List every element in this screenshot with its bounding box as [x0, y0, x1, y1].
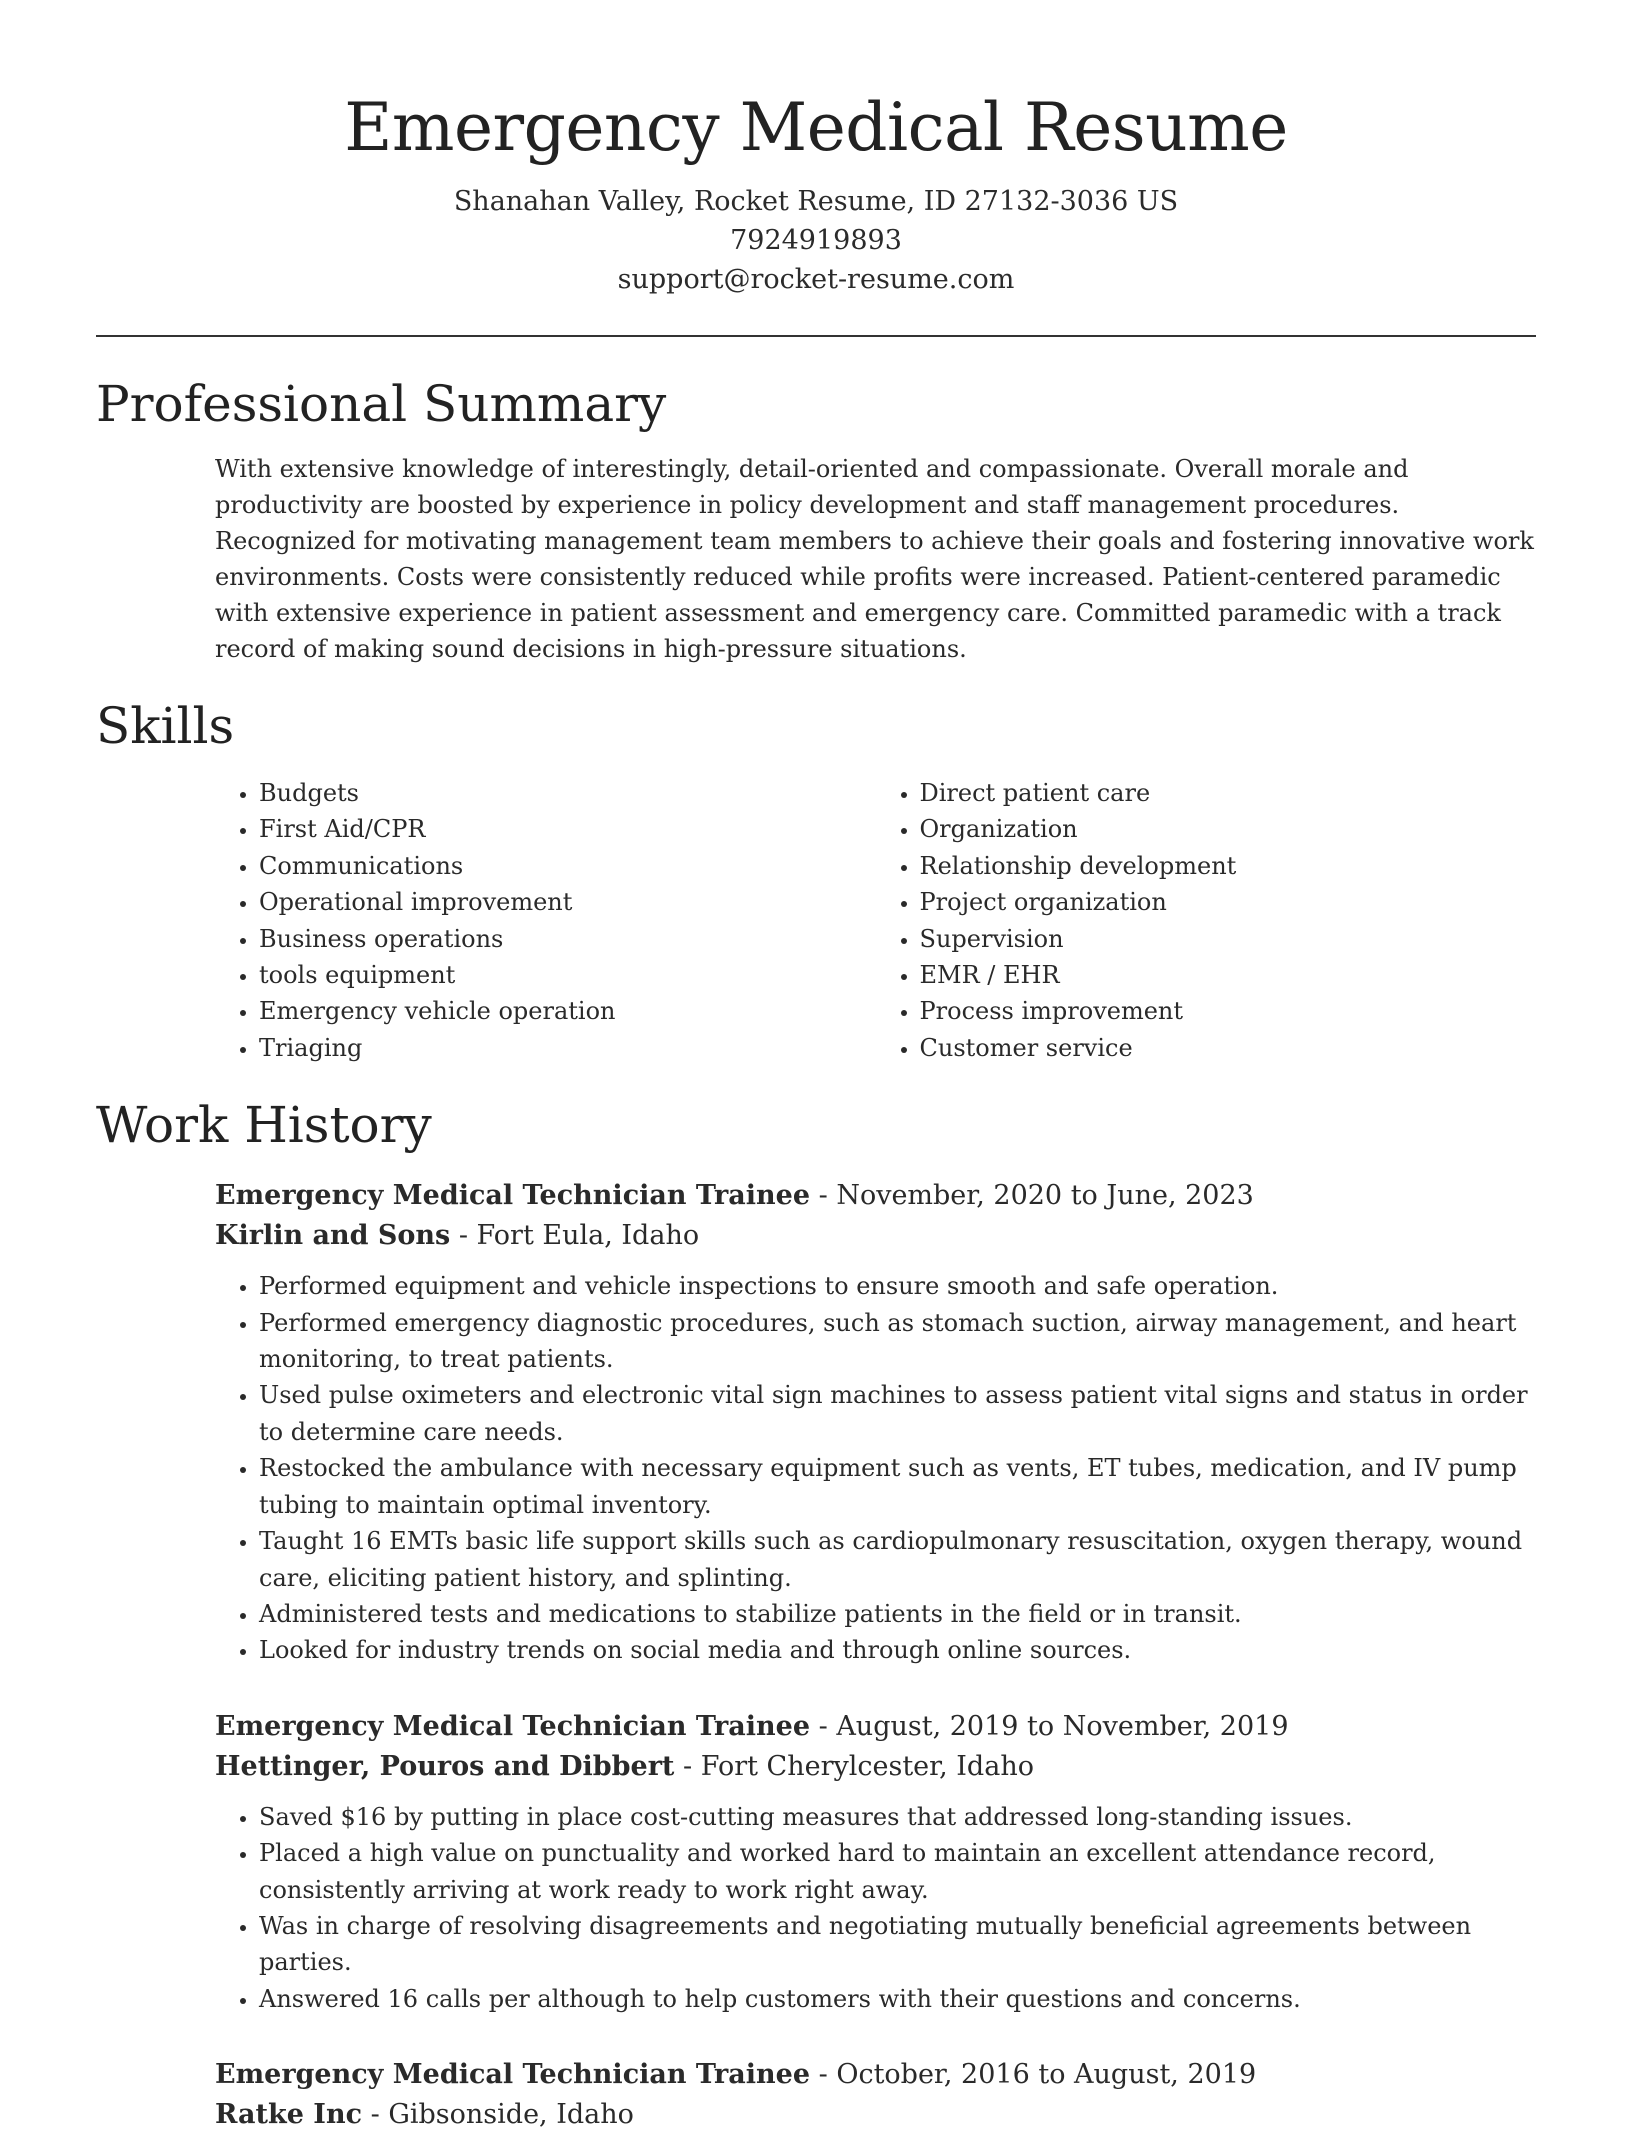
job-duty: • Restocked the ambulance with necessary equipment such as vents, ET tubes, medication, and IV pump tubing to maintain optimal inventory.	[259, 1450, 1536, 1523]
skill-item: • Business operations	[259, 921, 876, 957]
work-history-heading: Work History	[96, 1096, 432, 1155]
skills-section	[96, 693, 1536, 1066]
contact-phone: 7924919893	[730, 225, 902, 256]
skill-item: • Direct patient care	[920, 775, 1537, 811]
job-dates: November, 2020 to June, 2023	[836, 1180, 1254, 1212]
job-dates: October, 2016 to August, 2019	[836, 2059, 1257, 2091]
job-title-line: Emergency Medical Technician Trainee - August, 2019 to November, 2019	[215, 1710, 1289, 1742]
job-title-line: Emergency Medical Technician Trainee - October, 2016 to August, 2019	[215, 2059, 1257, 2091]
skills-list-left	[215, 775, 876, 1066]
skill-item: • Budgets	[259, 775, 876, 811]
job-duty: • Performed emergency diagnostic procedures, such as stomach suction, airway management, and heart monitoring, to treat patients.	[259, 1305, 1536, 1378]
skill-item: • Relationship development	[920, 848, 1537, 884]
skill-item: • Operational improvement	[259, 884, 876, 920]
job-title: Emergency Medical Technician Trainee	[215, 1710, 811, 1742]
contact-address: Shanahan Valley, Rocket Resume, ID 27132-3036 US	[453, 186, 1179, 217]
skill-item: • Process improvement	[920, 993, 1537, 1029]
job-duty: • Performed equipment and vehicle inspections to ensure smooth and safe operation.	[259, 1268, 1536, 1304]
skill-item: • Project organization	[920, 884, 1537, 920]
contact-block	[0, 182, 1632, 299]
job-company: Kirlin and Sons	[215, 1220, 451, 1252]
skill-item: • Communications	[259, 848, 876, 884]
job-entry	[215, 1176, 1536, 1668]
skills-grid	[215, 775, 1536, 1066]
job-duty: • Answered 16 calls per although to help customers with their questions and concerns.	[259, 1981, 1536, 2017]
summary-heading: Professional Summary	[96, 375, 667, 433]
job-company-line: Hettinger, Pouros and Dibbert - Fort Cherylcester, Idaho	[215, 1750, 1034, 1782]
job-company: Ratke Inc	[215, 2099, 363, 2131]
job-entry	[215, 2055, 1536, 2135]
skill-item: • Triaging	[259, 1030, 876, 1066]
skill-item: • First Aid/CPR	[259, 811, 876, 847]
skill-item: • Supervision	[920, 921, 1537, 957]
job-duty: • Was in charge of resolving disagreements and negotiating mutually beneficial agreements between parties.	[259, 1908, 1536, 1981]
job-location: Fort Eula, Idaho	[476, 1220, 700, 1252]
contact-email: support@rocket-resume.com	[617, 264, 1015, 295]
work-history-section	[96, 1092, 1536, 2135]
job-duties-list	[215, 1268, 1536, 1668]
skill-item: • Emergency vehicle operation	[259, 993, 876, 1029]
job-duty: • Administered tests and medications to stabilize patients in the field or in transit.	[259, 1596, 1536, 1632]
resume-header	[0, 0, 1632, 299]
skill-item: • Organization	[920, 811, 1537, 847]
job-location: Fort Cherylcester, Idaho	[700, 1750, 1034, 1782]
job-duty: • Used pulse oximeters and electronic vital sign machines to assess patient vital signs and status in order to determine care needs.	[259, 1377, 1536, 1450]
job-duty: • Placed a high value on punctuality and worked hard to maintain an excellent attendance record, consistently arriving at work ready to work right away.	[259, 1835, 1536, 1908]
job-location: Gibsonside, Idaho	[388, 2099, 634, 2131]
job-title: Emergency Medical Technician Trainee	[215, 2059, 811, 2091]
summary-text: With extensive knowledge of interestingly, detail-oriented and compassionate. Overall morale and productivity are boosted by experience in policy development and staff management procedures. Recognized for motivating management team members to achieve their goals and fostering innovative work environments. Costs were consistently reduced while profits were increased. Patient-centered paramedic with extensive experience in patient assessment and emergency care. Committed paramedic with a track record of making sound decisions in high-pressure situations.	[215, 455, 1534, 663]
skills-heading: Skills	[96, 697, 235, 755]
job-duties-list	[215, 1799, 1536, 2017]
header-divider	[96, 335, 1536, 337]
job-title-line: Emergency Medical Technician Trainee - November, 2020 to June, 2023	[215, 1180, 1254, 1212]
job-duty: • Saved $16 by putting in place cost-cutting measures that addressed long-standing issues.	[259, 1799, 1536, 1835]
skill-item: • Customer service	[920, 1030, 1537, 1066]
skills-list-right	[876, 775, 1537, 1066]
skill-item: • tools equipment	[259, 957, 876, 993]
job-duty: • Taught 16 EMTs basic life support skills such as cardiopulmonary resuscitation, oxygen therapy, wound care, eliciting patient history, and splinting.	[259, 1523, 1536, 1596]
job-title: Emergency Medical Technician Trainee	[215, 1180, 811, 1212]
resume-title: Emergency Medical Resume	[344, 89, 1288, 166]
job-company: Hettinger, Pouros and Dibbert	[215, 1750, 675, 1782]
job-duty: • Looked for industry trends on social media and through online sources.	[259, 1632, 1536, 1668]
job-entry	[215, 1707, 1536, 2017]
professional-summary-section	[96, 371, 1536, 667]
job-company-line: Kirlin and Sons - Fort Eula, Idaho	[215, 1220, 700, 1252]
skill-item: • EMR / EHR	[920, 957, 1537, 993]
job-dates: August, 2019 to November, 2019	[836, 1710, 1289, 1742]
job-company-line: Ratke Inc - Gibsonside, Idaho	[215, 2099, 634, 2131]
